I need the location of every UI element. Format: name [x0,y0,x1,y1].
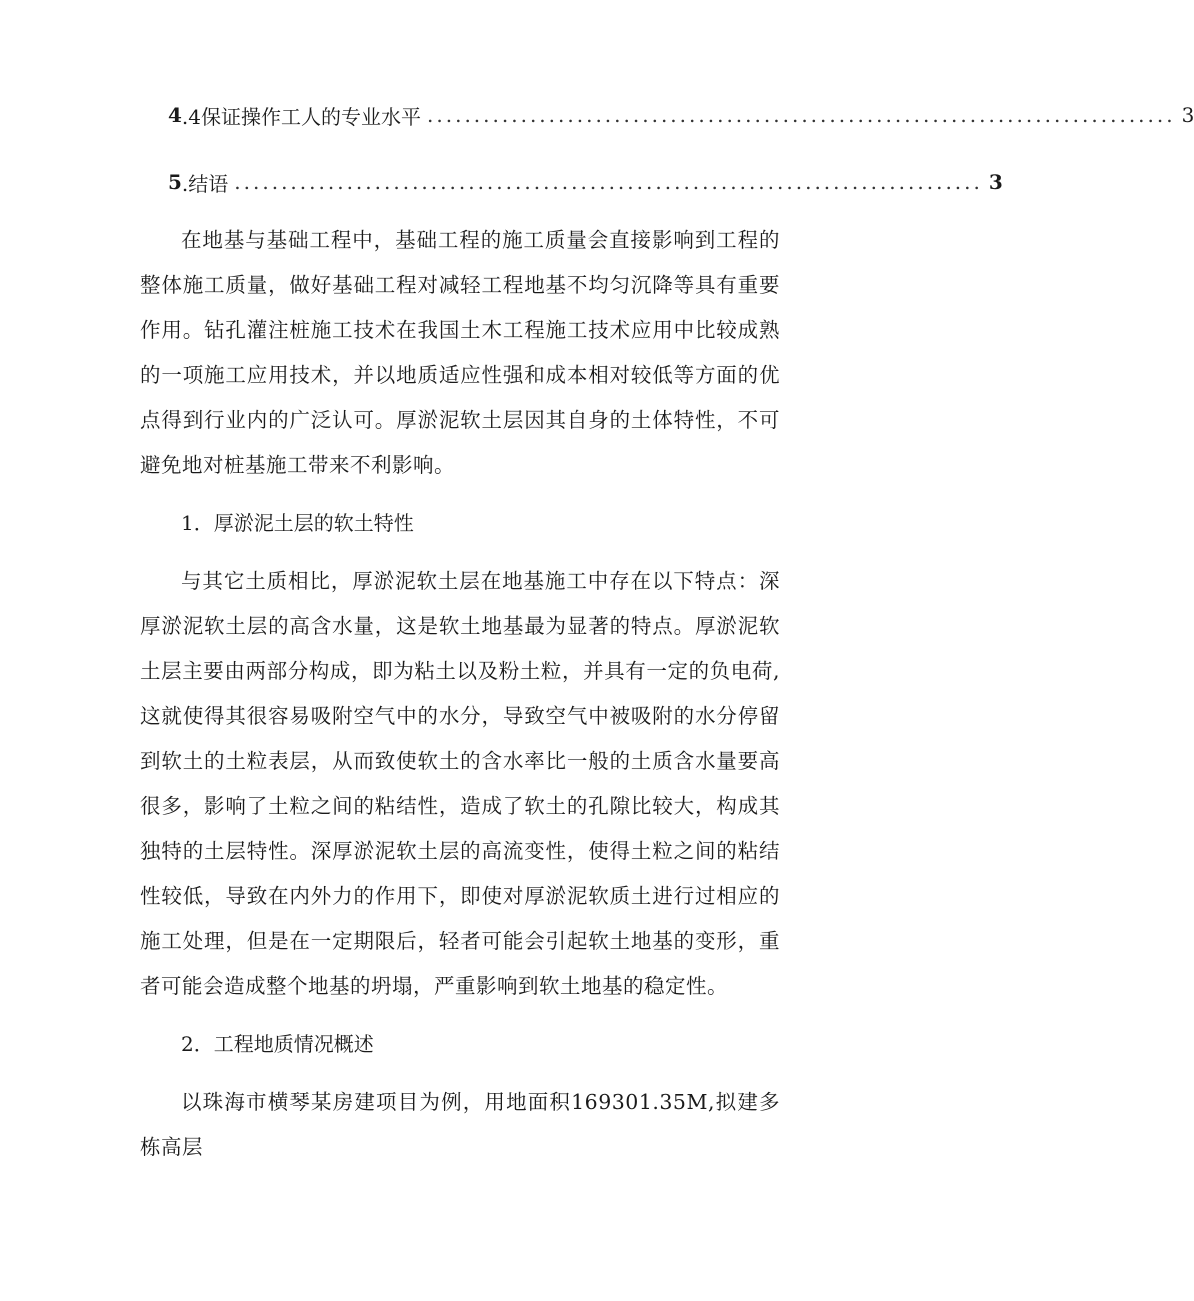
toc-entry[interactable] [168,97,1194,133]
section-2-heading: 2．工程地质情况概述 [181,1032,374,1056]
toc-entry-page: 3 [988,170,1003,194]
toc-dot-leader: ................................................................................ [234,170,983,194]
toc-dot-leader: ................................................................................ [427,103,1176,127]
toc-entry-number: 5 [168,170,182,194]
toc-entry-number: 4 [168,103,182,127]
section-2-paragraph: 以珠海市横琴某房建项目为例，用地面积169301.35M,拟建多栋高层 [140,1090,780,1159]
section-1-heading: 1．厚淤泥土层的软土特性 [181,511,414,535]
body-text [140,218,780,1170]
toc-entry-title: .4保证操作工人的专业水平 [181,104,422,129]
intro-paragraph: 在地基与基础工程中，基础工程的施工质量会直接影响到工程的整体施工质量，做好基础工程对减轻工程地基不均匀沉降等具有重要作用。钻孔灌注桩施工技术在我国土木工程施工技术应用中比较成熟的一项施工应用技术，并以地质适应性强和成本相对较低等方面的优点得到行业内的广泛认可。厚淤泥软土层因其自身的土体特性，不可避免地对桩基施工带来不利影响。 [140,228,780,477]
toc-entry[interactable] [168,164,1003,200]
section-1-paragraph: 与其它土质相比，厚淤泥软土层在地基施工中存在以下特点：深厚淤泥软土层的高含水量，这是软土地基最为显著的特点。厚淤泥软土层主要由两部分构成，即为粘土以及粉土粒，并具有一定的负电荷,这就使得其很容易吸附空气中的水分，导致空气中被吸附的水分停留到软土的土粒表层，从而致使软土的含水率比一般的土质含水量要高很多，影响了土粒之间的粘结性，造成了软土的孔隙比较大，构成其独特的土层特性。深厚淤泥软土层的高流变性，使得土粒之间的粘结性较低，导致在内外力的作用下，即使对厚淤泥软质土进行过相应的施工处理，但是在一定期限后，轻者可能会引起软土地基的变形，重者可能会造成整个地基的坍塌，严重影响到软土地基的稳定性。 [140,569,780,998]
toc-entry-page: 3 [1181,103,1194,127]
toc-entry-title: .结语 [181,171,229,196]
